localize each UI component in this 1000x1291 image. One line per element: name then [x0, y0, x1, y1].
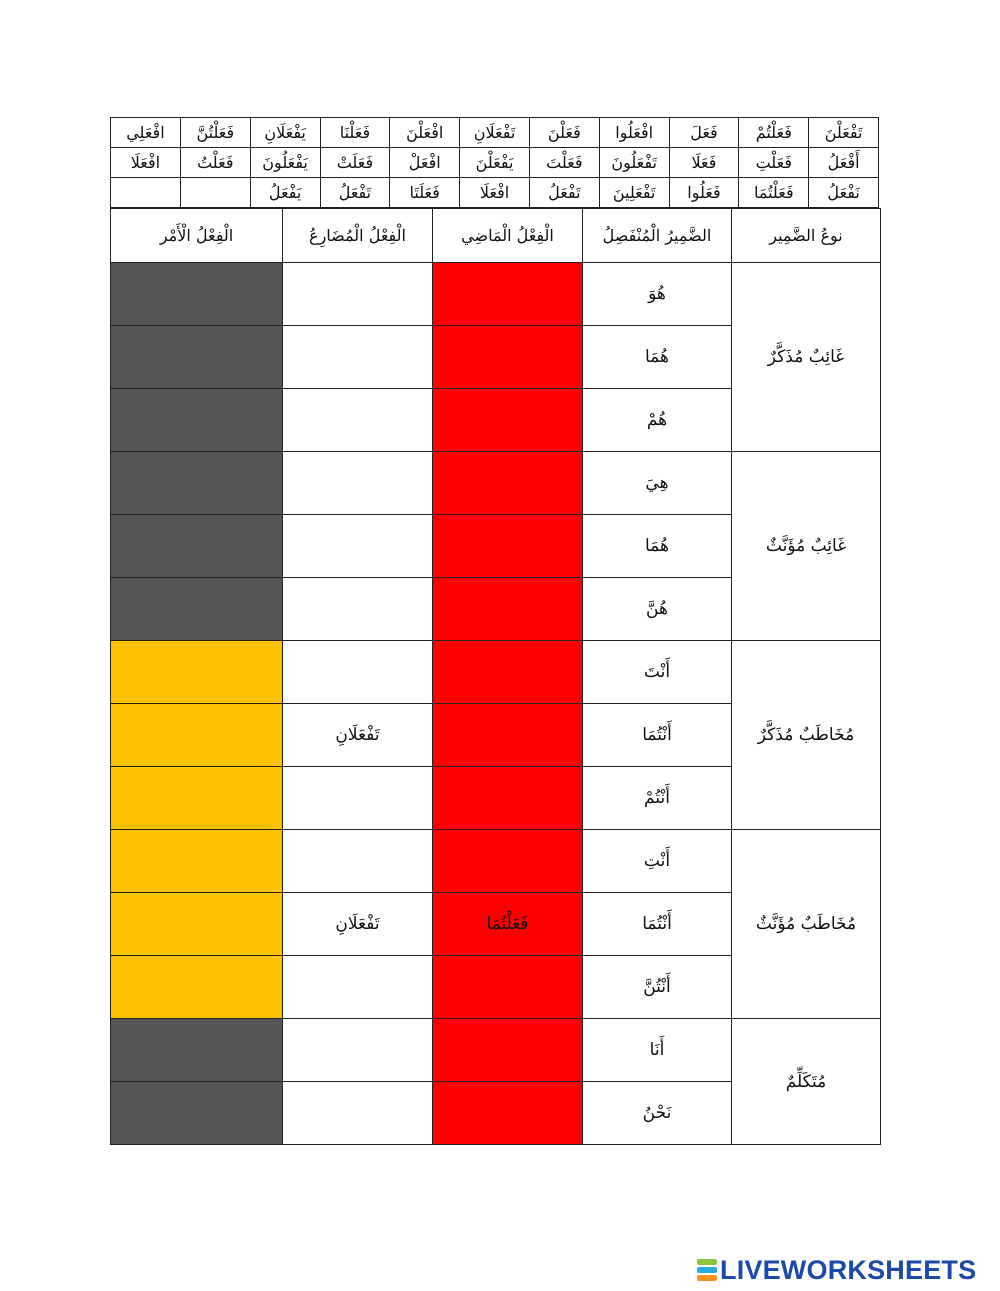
word-bank — [110, 117, 879, 208]
word-bank-item — [111, 178, 181, 208]
imperative-verb-answer-field — [111, 326, 283, 389]
word-bank-item[interactable]: يَفْعَلَانِ — [250, 118, 320, 148]
present-verb-answer-field[interactable] — [283, 452, 433, 515]
word-bank-row — [111, 178, 879, 208]
separate-pronoun: أَنْتُمَا — [583, 893, 732, 956]
header-past-verb: الْفِعْلُ الْمَاضِي — [433, 209, 583, 263]
word-bank-item[interactable]: افْعَلَا — [460, 178, 530, 208]
pronoun-type-label: غَائِبٌ مُؤَنَّثٌ — [732, 452, 881, 641]
imperative-verb-answer-field — [111, 1019, 283, 1082]
word-bank-item[interactable]: فَعَلْتُمْ — [739, 118, 809, 148]
separate-pronoun: هُمْ — [583, 389, 732, 452]
present-verb-answer-field[interactable] — [283, 1082, 433, 1145]
past-verb-answer-field[interactable] — [433, 452, 583, 515]
word-bank-item[interactable]: يَفْعَلُ — [250, 178, 320, 208]
past-verb-answer-field[interactable]: فَعَلْتُمَا — [433, 893, 583, 956]
header-imperative-verb: الْفِعْلُ الْأَمْر — [111, 209, 283, 263]
word-bank-item[interactable]: نَفْعَلُ — [809, 178, 879, 208]
separate-pronoun: أَنْتَ — [583, 641, 732, 704]
separate-pronoun: هُوَ — [583, 263, 732, 326]
present-verb-answer-field[interactable] — [283, 830, 433, 893]
imperative-verb-answer-field — [111, 389, 283, 452]
past-verb-answer-field[interactable] — [433, 704, 583, 767]
imperative-verb-answer-field — [111, 1082, 283, 1145]
past-verb-answer-field[interactable] — [433, 389, 583, 452]
past-verb-answer-field[interactable] — [433, 956, 583, 1019]
word-bank-item[interactable]: فَعَلْنَ — [529, 118, 599, 148]
word-bank-row — [111, 148, 879, 178]
past-verb-answer-field[interactable] — [433, 830, 583, 893]
imperative-verb-answer-field[interactable] — [111, 956, 283, 1019]
word-bank-item — [180, 178, 250, 208]
word-bank-item[interactable]: تَفْعَلُونَ — [599, 148, 669, 178]
header-present-verb: الْفِعْلُ الْمُضَارِعُ — [283, 209, 433, 263]
word-bank-item[interactable]: فَعَلَتْ — [320, 148, 390, 178]
present-verb-answer-field[interactable] — [283, 326, 433, 389]
word-bank-item[interactable]: افْعَلَا — [111, 148, 181, 178]
word-bank-item[interactable]: افْعَلْنَ — [390, 118, 460, 148]
word-bank-item[interactable]: افْعَلُوا — [599, 118, 669, 148]
word-bank-item[interactable]: تَفْعَلَانِ — [460, 118, 530, 148]
pronoun-type-label: مُتَكَلِّمٌ — [732, 1019, 881, 1145]
separate-pronoun: هُمَا — [583, 515, 732, 578]
separate-pronoun: هُنَّ — [583, 578, 732, 641]
imperative-verb-answer-field[interactable] — [111, 704, 283, 767]
conjugation-table — [110, 208, 881, 1145]
separate-pronoun: أَنْتُمَا — [583, 704, 732, 767]
word-bank-item[interactable]: يَفْعَلْنَ — [460, 148, 530, 178]
past-verb-answer-field[interactable] — [433, 263, 583, 326]
separate-pronoun: هُمَا — [583, 326, 732, 389]
past-verb-answer-field[interactable] — [433, 1082, 583, 1145]
word-bank-item[interactable]: فَعَلَا — [669, 148, 739, 178]
present-verb-answer-field[interactable]: تَفْعَلَانِ — [283, 893, 433, 956]
word-bank-item[interactable]: افْعَلْ — [390, 148, 460, 178]
word-bank-item[interactable]: تَفْعَلُ — [529, 178, 599, 208]
word-bank-row — [111, 118, 879, 148]
pronoun-type-label: غَائِبٌ مُذَكَّرٌ — [732, 263, 881, 452]
table-row — [111, 830, 881, 893]
past-verb-answer-field[interactable] — [433, 767, 583, 830]
header-row — [111, 209, 881, 263]
present-verb-answer-field[interactable] — [283, 767, 433, 830]
present-verb-answer-field[interactable] — [283, 263, 433, 326]
past-verb-answer-field[interactable] — [433, 578, 583, 641]
past-verb-answer-field[interactable] — [433, 326, 583, 389]
imperative-verb-answer-field — [111, 263, 283, 326]
past-verb-answer-field[interactable] — [433, 515, 583, 578]
present-verb-answer-field[interactable] — [283, 515, 433, 578]
word-bank-item[interactable]: تَفْعَلْنَ — [809, 118, 879, 148]
word-bank-item[interactable]: فَعَلْتَ — [529, 148, 599, 178]
word-bank-item[interactable]: فَعَلَ — [669, 118, 739, 148]
table-row — [111, 263, 881, 326]
present-verb-answer-field[interactable] — [283, 389, 433, 452]
word-bank-item[interactable]: تَفْعَلِينَ — [599, 178, 669, 208]
worksheet — [110, 117, 879, 1145]
separate-pronoun: أَنْتُنَّ — [583, 956, 732, 1019]
word-bank-item[interactable]: فَعَلُوا — [669, 178, 739, 208]
word-bank-item[interactable]: فَعَلْتُمَا — [739, 178, 809, 208]
imperative-verb-answer-field — [111, 452, 283, 515]
word-bank-item[interactable]: تَفْعَلُ — [320, 178, 390, 208]
separate-pronoun: أَنَا — [583, 1019, 732, 1082]
present-verb-answer-field[interactable] — [283, 1019, 433, 1082]
separate-pronoun: أَنْتُمْ — [583, 767, 732, 830]
past-verb-answer-field[interactable] — [433, 641, 583, 704]
pronoun-type-label: مُخَاطَبٌ مُؤَنَّثٌ — [732, 830, 881, 1019]
word-bank-item[interactable]: فَعَلْتُ — [180, 148, 250, 178]
imperative-verb-answer-field[interactable] — [111, 830, 283, 893]
imperative-verb-answer-field[interactable] — [111, 767, 283, 830]
word-bank-item[interactable]: فَعَلَتَا — [390, 178, 460, 208]
present-verb-answer-field[interactable]: تَفْعَلَانِ — [283, 704, 433, 767]
brand-footer — [697, 1255, 976, 1285]
imperative-verb-answer-field[interactable] — [111, 641, 283, 704]
imperative-verb-answer-field[interactable] — [111, 893, 283, 956]
word-bank-item[interactable]: فَعَلْتِ — [739, 148, 809, 178]
liveworksheets-logo-icon — [697, 1258, 717, 1282]
separate-pronoun: نَحْنُ — [583, 1082, 732, 1145]
table-row — [111, 641, 881, 704]
word-bank-item[interactable]: أَفْعَلُ — [809, 148, 879, 178]
past-verb-answer-field[interactable] — [433, 1019, 583, 1082]
header-separate-pronoun: الضَّمِيرُ الْمُنْفَصِلُ — [583, 209, 732, 263]
present-verb-answer-field[interactable] — [283, 641, 433, 704]
word-bank-item[interactable]: فَعَلْتُنَّ — [180, 118, 250, 148]
brand-name: LIVEWORKSHEETS — [720, 1254, 977, 1285]
pronoun-type-label: مُخَاطَبٌ مُذَكَّرٌ — [732, 641, 881, 830]
present-verb-answer-field[interactable] — [283, 956, 433, 1019]
separate-pronoun: أَنْتِ — [583, 830, 732, 893]
table-row — [111, 452, 881, 515]
word-bank-item[interactable]: يَفْعَلُونَ — [250, 148, 320, 178]
header-pronoun-type: نوعُ الضَّمِير — [732, 209, 881, 263]
present-verb-answer-field[interactable] — [283, 578, 433, 641]
separate-pronoun: هِيَ — [583, 452, 732, 515]
imperative-verb-answer-field — [111, 578, 283, 641]
imperative-verb-answer-field — [111, 515, 283, 578]
table-row — [111, 1019, 881, 1082]
word-bank-item[interactable]: فَعَلْنَا — [320, 118, 390, 148]
word-bank-item[interactable]: افْعَلِي — [111, 118, 181, 148]
